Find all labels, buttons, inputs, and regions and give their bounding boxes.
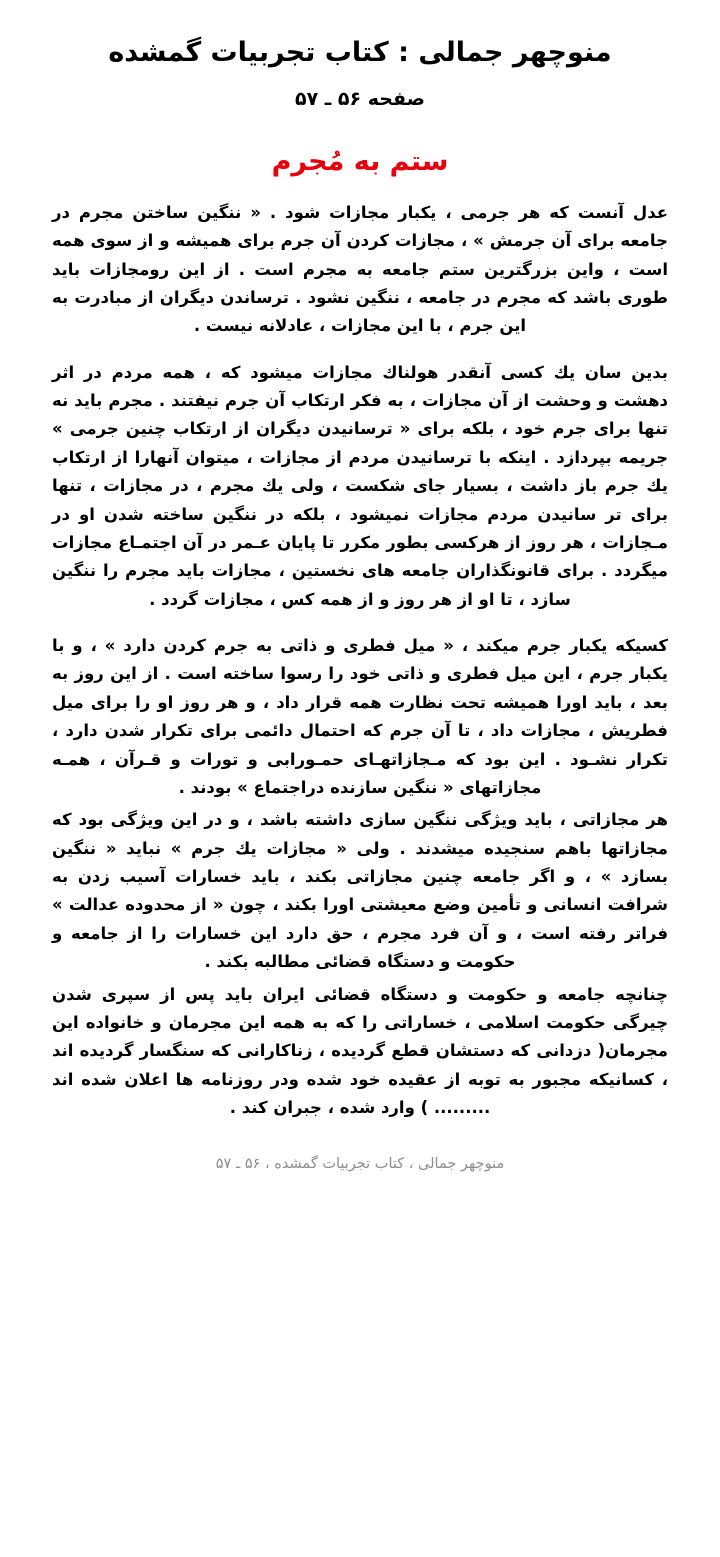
paragraph: عدل آنست که هر جرمی ، یکبار مجازات شود . « ننگین ساختن مجرم در جامعه برای آن جرمش » ، مجازات کردن آن جرم برای همیشه و از سوی همه است ، واین بزرگترین ستم جامعه به مجرم است . از این رومجازات باید طوری باشد که مجرم در جامعه ، ننگین نشود . ترساندن دیگران از مبادرت به این جرم ، با این مجازات ، عادلانه نیست .	[52, 202, 668, 336]
section-heading: ستم به مُجرم	[271, 145, 449, 177]
footer-citation: منوچهر جمالی ، کتاب تجربیات گمشده ، ۵۶ ـ ۵۷	[215, 1156, 505, 1173]
page-range-label: صفحه ۵۶ ـ ۵۷	[294, 87, 425, 110]
paragraph: کسیکه یکبار جرم میکند ، « میل فطری و ذاتی به جرم کردن دارد » ، و با یکبار جرم ، این میل فطری و ذاتی خود را رسوا ساخته است . از این روز به بعد ، باید اورا همیشه تحت نظارت همه قرار داد ، و هر روز او را برای میل فطریش ، مجازات داد ، تا آن جرم که احتمال دائمی برای تکرار شدن دارد ، تکرار نشـود . این بود که مـجازاتهـای حمـورابی و تورات و قـرآن ، همـه مجازاتهای « ننگین سازنده دراجتماع » بودند .	[52, 636, 668, 797]
paragraph: چنانچه جامعه و حکومت و دستگاه قضائی ایران باید پس از سپری شدن چیرگی حکومت اسلامی ، خساراتی را که به همه این مجرمان و خانواده این مجرمان( دزدانی که دستشان قطع گردیده ، زناکارانی که سنگسار گردیده اند ، کسانیکه مجبور به توبه از عقیده خود شده ودر روزنامه ها اعلان شده اند ......... ) وارد شده ، جبران کند .	[52, 984, 668, 1117]
paragraph: هر مجازاتی ، باید ویژگی ننگین سازی داشته باشد ، و در این ویژگی بود که مجازاتها باهم سنجیده میشدند . ولی « مجازات یك جرم » نباید « ننگین بسازد » ، و اگر جامعه چنین مجازاتی بکند ، باید خسارات آسیب زدن به شرافت انسانی و تأمین وضع معیشتی اورا بکند ، چون « از محدوده عدالت » فراتر رفته است ، و آن فرد مجرم ، حق دارد این خسارات را از جامعه و حکومت و دستگاه قضائی مطالبه بکند .	[52, 810, 668, 972]
page-title: منوچهر جمالی : کتاب تجربیات گمشده	[108, 37, 612, 68]
paragraph: بدین سان یك كسی آنقدر هولناك مجازات میشود که ، همه مردم در اثر دهشت و وحشت از آن مجازات ، به فکر ارتکاب آن جرم نیفتند . مجرم باید نه تنها برای جرم خود ، بلكه برای « ترسانیدن دیگران از ارتکاب چنین جرمی » جریمه بپردازد . اینکه با ترسانیدن مردم از مجازات ، میتوان آنهارا از ارتکاب یك جرم باز داشت ، بسیار جای شکست ، ولی یك مجرم ، در مجازات ، تنها برای تر سانیدن مردم مجازات نمیشود ، بلكه در ننگین ساخته شدن او در مـجازات ، هر روز از هرکسی بطور مکرر تا پایان عـمر در آن اجتمـاع مجازات میگردد . برای قانونگذاران جامعه های نخستین ، مجازات باید مجرم را ننگین سازد ، تا او از هر روز و از همه کس ، مجازات گردد .	[52, 362, 668, 609]
